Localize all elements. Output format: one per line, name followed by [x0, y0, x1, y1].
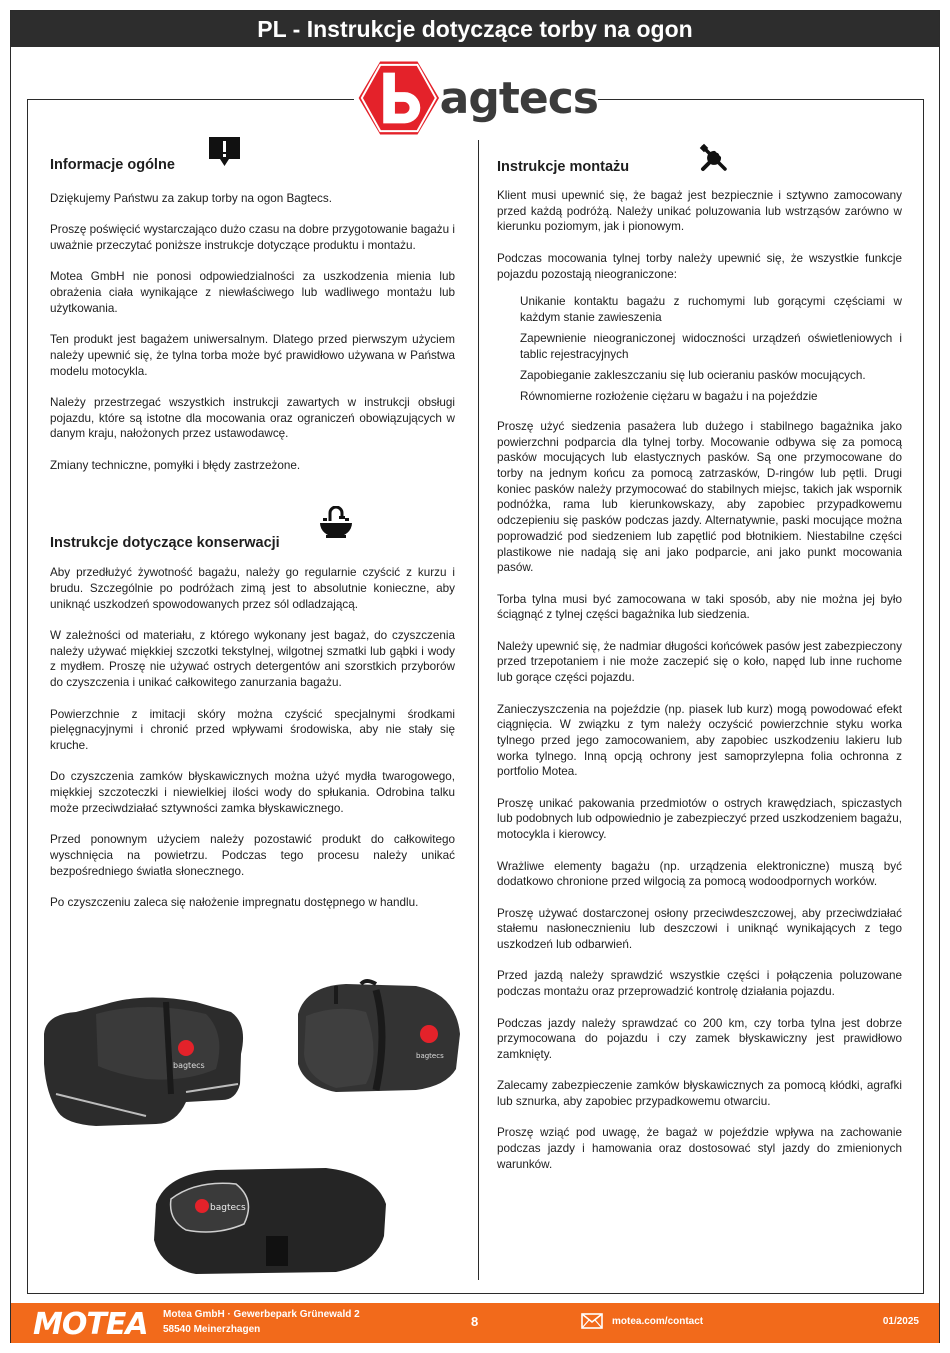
tail-bag-saddle-image [44, 997, 243, 1126]
tail-bag-compact-image [154, 1168, 386, 1274]
mounting-paragraph: Klient musi upewnić się, że bagaż jest bezpiecznie i sztywno zamocowany przed każdą podróżą. Należy unikać poluzowania lub wstrząsów zarówno w kierunku poziomym, jak i pionowym. [497, 189, 902, 234]
mounting-paragraph: Podczas jazdy należy sprawdzać co 200 km, czy torba tylna jest dobrze przymocowana do pojazdu i czy zamek błyskawiczny jest prawidłowo zamknięty. [497, 1016, 902, 1061]
page-number: 8 [471, 1314, 479, 1329]
duffel-bag-image [298, 981, 460, 1092]
mounting-paragraph: Podczas mocowania tylnej torby należy upewnić się, że wszystkie funkcje pojazdu pozostają nieograniczone: [497, 251, 902, 281]
mounting-paragraph: Torba tylna musi być zamocowana w taki sposób, aby nie można jej było ściągnąć z tylnej części bagażnika lub siedzenia. [497, 592, 902, 622]
bagtecs-logo-icon [354, 56, 444, 140]
mounting-paragraph: Proszę używać dostarczonej osłony przeciwdeszczowej, aby przeciwdziałać stałemu nasłonecznieniu lub deszczowi i uniknąć wynikających z tego uszkodzeń lub odbarwień. [497, 906, 902, 952]
care-paragraph: Po czyszczeniu zaleca się nałożenie impregnatu dostępnego w handlu. [50, 895, 419, 909]
photo-badge: bagtecs [210, 1203, 246, 1213]
mail-icon [581, 1313, 603, 1329]
left-column [50, 140, 455, 926]
care-paragraph: Do czyszczenia zamków błyskawicznych można użyć mydła twarogowego, miękkiej szczoteczki i niewielkiej ilości wody do spłukania. Odrobina talku może przeciwdziałać sztywności zamka błyskawicznego. [50, 770, 455, 815]
mounting-paragraph: Zalecamy zabezpieczenie zamków błyskawicznych za pomocą kłódki, agrafki lub sznurka, aby zapobiec przypadkowemu otwarciu. [497, 1079, 902, 1109]
list-item: Unikanie kontaktu bagażu z ruchomymi lub gorącymi częściami w każdym stanie zawieszenia [520, 295, 902, 324]
care-heading: Instrukcje dotyczące konserwacji [50, 534, 280, 551]
requirements-list [520, 294, 902, 405]
general-info-header [50, 140, 455, 173]
photo-badge: bagtecs [416, 1052, 444, 1060]
address-line: Motea GmbH · Gewerbepark Grünewald 2 [163, 1309, 360, 1320]
logo-wordmark: agtecs [439, 72, 598, 124]
page-title: PL - Instrukcje dotyczące torby na ogon [11, 11, 939, 47]
address-line: 58540 Meinerzhagen [163, 1324, 261, 1335]
mounting-paragraph: Proszę wziąć pod uwagę, że bagaż w pojeździe wpływa na zachowanie podczas jazdy i hamowania oraz dostosować styl jazdy do zmienionych warunków. [497, 1126, 902, 1171]
mounting-paragraph: Wrażliwe elementy bagażu (np. urządzenia elektroniczne) muszą być dodatkowo chronione przed wilgocią za pomocą wodoodpornych worków. [497, 859, 902, 889]
exclamation-icon [207, 135, 242, 169]
list-item: Zapewnienie nieograniczonej widoczności urządzeń oświetleniowych i tablic rejestracyjnych [520, 332, 902, 361]
footer [11, 1303, 939, 1343]
mounting-paragraph: Przed jazdą należy sprawdzić wszystkie części i połączenia poluzowane podczas montażu oraz przeprowadzić kontrolę działania pojazdu. [497, 969, 902, 999]
mounting-header [497, 140, 902, 175]
sink-icon [316, 506, 356, 544]
general-paragraph: Motea GmbH nie ponosi odpowiedzialności za uszkodzenia mienia lub obrażenia ciała wynikające z niewłaściwego lub wadliwego montażu lub użytkowania. [50, 270, 455, 315]
mounting-paragraph: Należy upewnić się, że nadmiar długości końcówek pasów jest zabezpieczony przed trzepotaniem i nie może zaczepić się o koło, napęd lub inne ruchome lub gorące części pojazdu. [497, 639, 902, 685]
mounting-paragraph: Proszę użyć siedzenia pasażera lub dużego i stabilnego bagażnika jako powierzchni podparcia dla tylnej torby. Mocowanie odbywa się za pomocą pasków mocujących lub elastycznych pasków. Są one przymocowane do torby na jednym końcu za pomocą zatrzasków, D-ringów lub pętli. Drugi koniec pasków należy przymocować do stabilnych miejsc, takich jak wspornik podnóżka, rama lub kierunkowskazy, aby zapobiec przypadkowemu odczepieniu się pasków podczas jazdy. Alternatywnie, paski mocujące można poprowadzić pod siedzeniem lub zapętlić pod błotnikiem. Niestabilne części plastikowe nie nadają się ani jako podparcie, ani jako punkt mocowania pasów. [497, 419, 902, 575]
mounting-paragraph: Proszę unikać pakowania przedmiotów o ostrych krawędziach, spiczastych lub podobnych lub odpowiednio je zabezpieczyć przed uszkodzeniem bagażu, motocykla i kierowcy. [497, 796, 902, 842]
care-paragraph: W zależności od materiału, z którego wykonany jest bagaż, do czyszczenia należy używać miękkiej szczotki tekstylnej, wilgotnej szmatki lub gąbki i wody z mydłem. Proszę nie używać ostrych detergentów ani szorstkich przyborów do czyszczenia i unikać całkowitego zanurzania bagażu. [50, 629, 455, 690]
mounting-paragraph: Zanieczyszczenia na pojeździe (np. piasek lub kurz) mogą powodować efekt ciągnięcia. W związku z tym należy oczyścić powierzchnie styku worka tylnego przed jego zamocowaniem, aby zapobiec uszkodzeniu lakieru lub worka tylnego. Inną opcją ochrony jest samoprzylepna folia ochronna z portfolio Motea. [497, 702, 902, 779]
care-paragraph: Przed ponownym użyciem należy pozostawić produkt do całkowitego wyschnięcia na powietrzu. Podczas tego procesu należy unikać bezpośredniego światła słonecznego. [50, 833, 455, 878]
product-photos [36, 974, 466, 1284]
general-paragraph: Proszę poświęcić wystarczająco dużo czasu na dobre przygotowanie bagażu i uważnie przeczytać poniższe instrukcje dotyczące produktu i montażu. [50, 223, 455, 253]
company-address [163, 1307, 360, 1337]
general-paragraph: Dziękujemy Państwu za zakup torby na ogon Bagtecs. [50, 192, 332, 205]
general-paragraph: Ten produkt jest bagażem uniwersalnym. Dlatego przed pierwszym użyciem należy upewnić się, że tylna torba może być prawidłowo używana w Państwa modelu motocykla. [50, 333, 455, 378]
contact-url[interactable]: motea.com/contact [612, 1315, 704, 1327]
motea-logo: MOTEA [33, 1307, 148, 1342]
bagtecs-logo [354, 56, 598, 140]
list-item: Zapobieganie zakleszczaniu się lub ocieraniu pasków mocujących. [520, 369, 866, 383]
list-item: Równomierne rozłożenie ciężaru w bagażu i na pojeździe [520, 390, 818, 404]
bags-illustration [36, 974, 466, 1284]
general-paragraph: Należy przestrzegać wszystkich instrukcji zawartych w instrukcji obsługi pojazdu, które są istotne dla mocowania oraz ograniczeń obowiązujących w danym kraju, nałożonych przez ustawodawcę. [50, 396, 455, 441]
general-paragraph: Zmiany techniczne, pomyłki i błędy zastrzeżone. [50, 458, 301, 472]
photo-badge: bagtecs [173, 1061, 205, 1070]
issue-date: 01/2025 [882, 1316, 919, 1327]
general-info-heading: Informacje ogólne [50, 157, 175, 174]
contact-link[interactable] [581, 1313, 703, 1329]
mounting-heading: Instrukcje montażu [497, 159, 630, 176]
care-paragraph: Powierzchnie z imitacji skóry można czyścić specjalnymi środkami pielęgnacyjnymi i chronić przed wpływami środowiska, aby nie stały się kruche. [50, 707, 455, 752]
care-header [50, 489, 455, 551]
care-paragraph: Aby przedłużyć żywotność bagażu, należy go regularnie czyścić z kurzu i brudu. Szczególnie po podróżach zimą jest to absolutnie konieczne, aby uniknąć uszkodzeń spowodowanych przez sól odladzającą. [50, 566, 455, 611]
column-divider [478, 140, 479, 1280]
tools-icon [699, 143, 729, 173]
right-column [497, 140, 902, 1188]
